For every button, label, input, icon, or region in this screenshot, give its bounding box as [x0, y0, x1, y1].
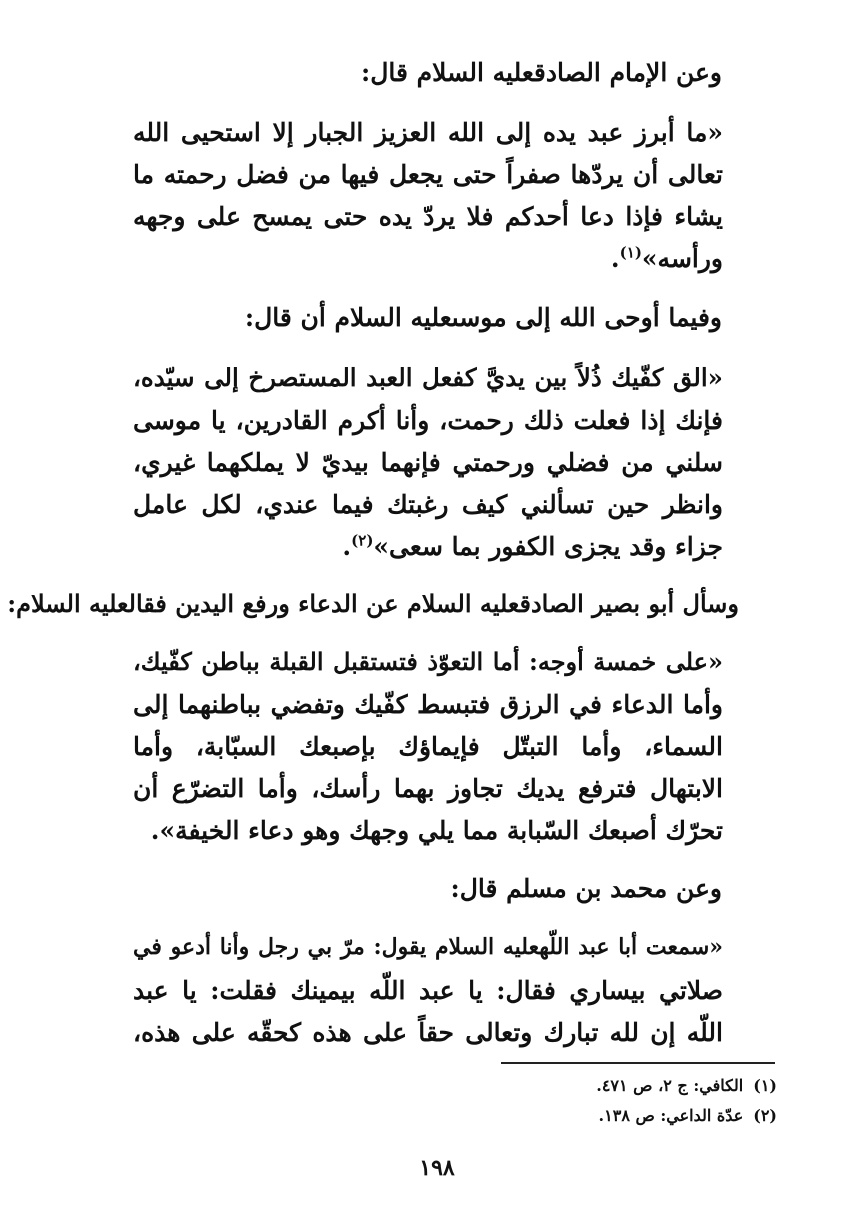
quote-line: يشاء فإذا دعا أحدكم فلا يردّ يده حتى يمسح على وجهه [133, 202, 723, 231]
paragraph-intro: وعن محمد بن مسلم قال: [450, 874, 722, 903]
quote-line: «على خمسة أوجه: أما التعوّذ فتستقبل القبلة بباطن كفّيك، [133, 647, 723, 676]
paragraph-intro: وعن الإمام الصادقعليه السلام قال: [361, 58, 722, 87]
quote-line: اللّه إن لله تبارك وتعالى حقاً على هذه كحقّه على هذه، [133, 1018, 723, 1047]
footnote-reference: (١) [619, 243, 642, 262]
quote-line: تحرّك أصبعك السّبابة مما يلي وجهك وهو دعاء الخيفة». [150, 816, 723, 845]
quote-line: «الق كفّيك ذُلاً بين يديَّ كفعل العبد المستصرخ إلى سيّده، [133, 363, 723, 392]
footnote [599, 1108, 777, 1124]
quote-line: وأما الدعاء في الرزق فتبسط كفّيك وتفضي بباطنهما إلى [133, 690, 723, 719]
quote-line: وانظر حين تسألني كيف رغبتك فيما عندي، لكل عامل [133, 490, 723, 519]
end-punctuation: . [610, 244, 620, 273]
footnote-separator [501, 1062, 775, 1064]
quote-line-text: ورأسه» [641, 244, 723, 273]
quote-line: الابتهال فترفع يديك تجاوز بهما رأسك، وأما التضرّع أن [133, 774, 723, 803]
quote-line: السماء، وأما التبتّل فإيماؤك بإصبعك السبّابة، وأما [133, 732, 723, 761]
end-punctuation: . [342, 532, 352, 561]
quote-line-text: جزاء وقد يجزى الكفور بما سعى» [373, 532, 723, 561]
footnote [596, 1078, 777, 1094]
quote-line: «سمعت أبا عبد اللّهعليه السلام يقول: مرّ بي رجل وأنا أدعو في [133, 934, 723, 960]
footnote-number: (٢) [753, 1106, 777, 1125]
footnote-text: عدّة الداعي: ص ١٣٨. [598, 1106, 744, 1125]
page-number: ١٩٨ [419, 1155, 455, 1181]
quote-line [133, 531, 723, 561]
quote-line: تعالى أن يردّها صفراً حتى يجعل فيها من فضل رحمته ما [133, 160, 723, 189]
paragraph-intro: وسأل أبو بصير الصادقعليه السلام عن الدعاء ورفع اليدين فقالعليه السلام: [7, 589, 739, 618]
paragraph-intro: وفيما أوحى الله إلى موسىعليه السلام أن قال: [244, 303, 722, 332]
quote-line: صلاتي بيساري فقال: يا عبد اللّه بيمينك فقلت: يا عبد [133, 976, 723, 1005]
quote-line: سلني من فضلي ورحمتي فإنهما بيديّ لا يملكهما غيري، [133, 448, 723, 477]
quote-line: «ما أبرز عبد يده إلى الله العزيز الجبار إلا استحيى الله [133, 118, 723, 147]
footnote-reference: (٢) [351, 531, 374, 550]
quote-line: فإنك إذا فعلت ذلك رحمت، وأنا أكرم القادرين، يا موسى [133, 406, 723, 435]
footnote-number: (١) [753, 1076, 777, 1095]
footnote-text: الكافي: ج ٢، ص ٤٧١. [596, 1076, 744, 1095]
quote-line [133, 243, 723, 273]
